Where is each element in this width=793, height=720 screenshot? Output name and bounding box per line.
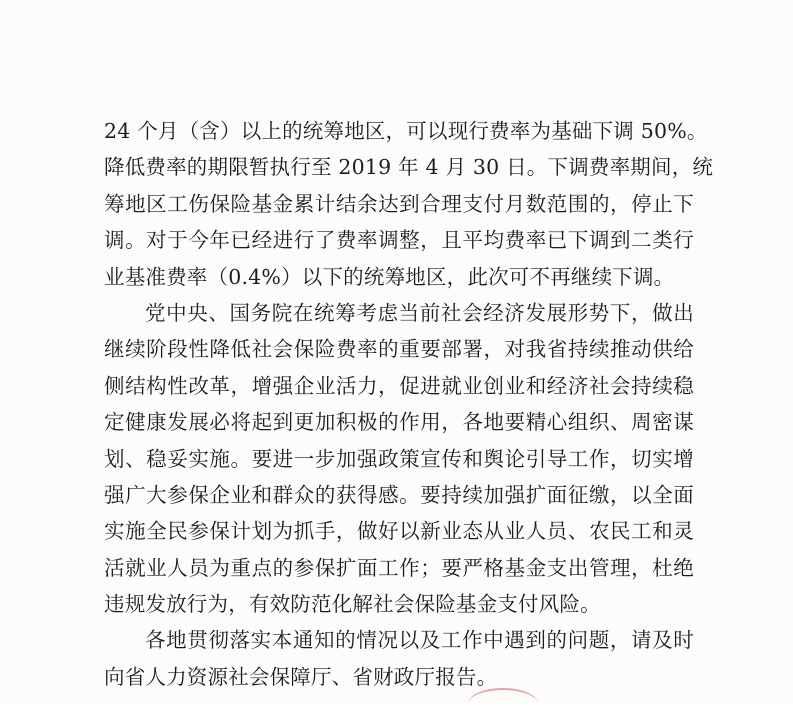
text-line: 实施全民参保计划为抓手，做好以新业态从业人员、农民工和灵: [104, 519, 694, 544]
paragraph-1: [104, 113, 714, 295]
text-line: 划、稳妥实施。要进一步加强政策宣传和舆论引导工作，切实增: [104, 446, 694, 471]
text-line: 继续阶段性降低社会保险费率的重要部署，对我省持续推动供给: [104, 337, 694, 362]
document-body: [104, 113, 714, 695]
paragraph-3: [104, 622, 694, 695]
text-line: 党中央、国务院在统筹考虑当前社会经济发展形势下，做出: [145, 300, 694, 325]
text-line: 活就业人员为重点的参保扩面工作；要严格基金支出管理，杜绝: [104, 555, 694, 580]
text-line: 定健康发展必将起到更加积极的作用，各地要精心组织、周密谋: [104, 410, 694, 435]
text-line: 各地贯彻落实本通知的情况以及工作中遇到的问题，请及时: [145, 628, 694, 653]
text-line: 强广大参保企业和群众的获得感。要持续加强扩面征缴，以全面: [104, 482, 694, 507]
text-line: 侧结构性改革，增强企业活力，促进就业创业和经济社会持续稳: [104, 373, 694, 398]
official-seal-edge: [468, 688, 538, 720]
text-line: 降低费率的期限暂执行至 2019 年 4 月 30 日。下调费率期间，统: [104, 155, 714, 180]
text-line: 业基准费率（0.4%）以下的统筹地区，此次可不再继续下调。: [104, 264, 675, 289]
text-line: 24 个月（含）以上的统筹地区，可以现行费率为基础下调 50%。: [104, 119, 708, 143]
text-line: 筹地区工伤保险基金累计结余达到合理支付月数范围的，停止下: [104, 191, 694, 216]
paragraph-2: [104, 295, 694, 623]
text-line: 调。对于今年已经进行了费率调整，且平均费率已下调到二类行: [104, 228, 694, 253]
text-line: 违规发放行为，有效防范化解社会保险基金支付风险。: [104, 592, 601, 617]
text-line: 向省人力资源社会保障厅、省财政厅报告。: [104, 664, 498, 689]
